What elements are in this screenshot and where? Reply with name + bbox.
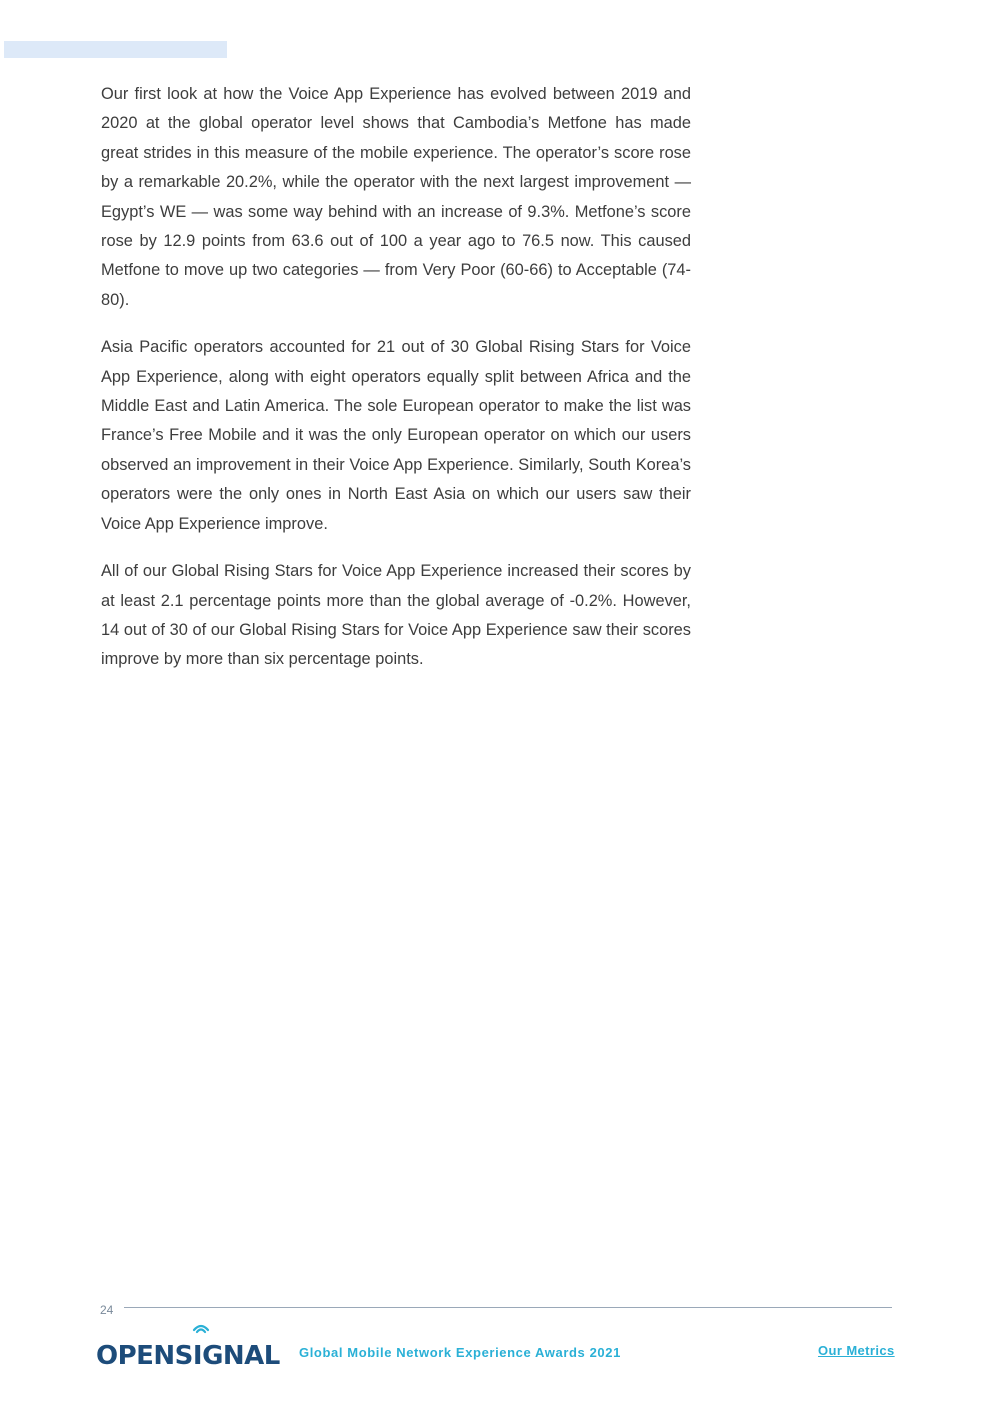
article-body [101, 80, 691, 693]
footer-divider [124, 1307, 892, 1308]
header-band [4, 41, 227, 58]
logo-text: OPENSIGNAL [96, 1341, 280, 1371]
our-metrics-link[interactable]: Our Metrics [818, 1343, 895, 1358]
paragraph: Asia Pacific operators accounted for 21 out of 30 Global Rising Stars for Voice App Experience, along with eight operators equally split between Africa and the Middle East and Latin America. The sole European operator to make the list was France’s Free Mobile and it was the only European operator on which our users observed an improvement in their Voice App Experience. Similarly, South Korea’s operators were the only ones in North East Asia on which our users saw their Voice App Experience improve. [101, 338, 691, 533]
report-title: Global Mobile Network Experience Awards 2021 [299, 1345, 621, 1360]
page-number: 24 [100, 1303, 114, 1317]
opensignal-logo [96, 1333, 280, 1369]
signal-wave-icon [192, 1321, 210, 1335]
paragraph: All of our Global Rising Stars for Voice App Experience increased their scores by at least 2.1 percentage points more than the global average of -0.2%. However, 14 out of 30 of our Global Rising Stars for Voice App Experience saw their scores improve by more than six percentage points. [101, 562, 691, 669]
paragraph: Our first look at how the Voice App Experience has evolved between 2019 and 2020 at the global operator level shows that Cambodia’s Metfone has made great strides in this measure of the mobile experience. The operator’s score rose by a remarkable 20.2%, while the operator with the next largest improvement — Egypt’s WE — was some way behind with an increase of 9.3%. Metfone’s score rose by 12.9 points from 63.6 out of 100 a year ago to 76.5 now. This caused Metfone to move up two categories — from Very Poor (60-66) to Acceptable (74-80). [101, 85, 691, 309]
